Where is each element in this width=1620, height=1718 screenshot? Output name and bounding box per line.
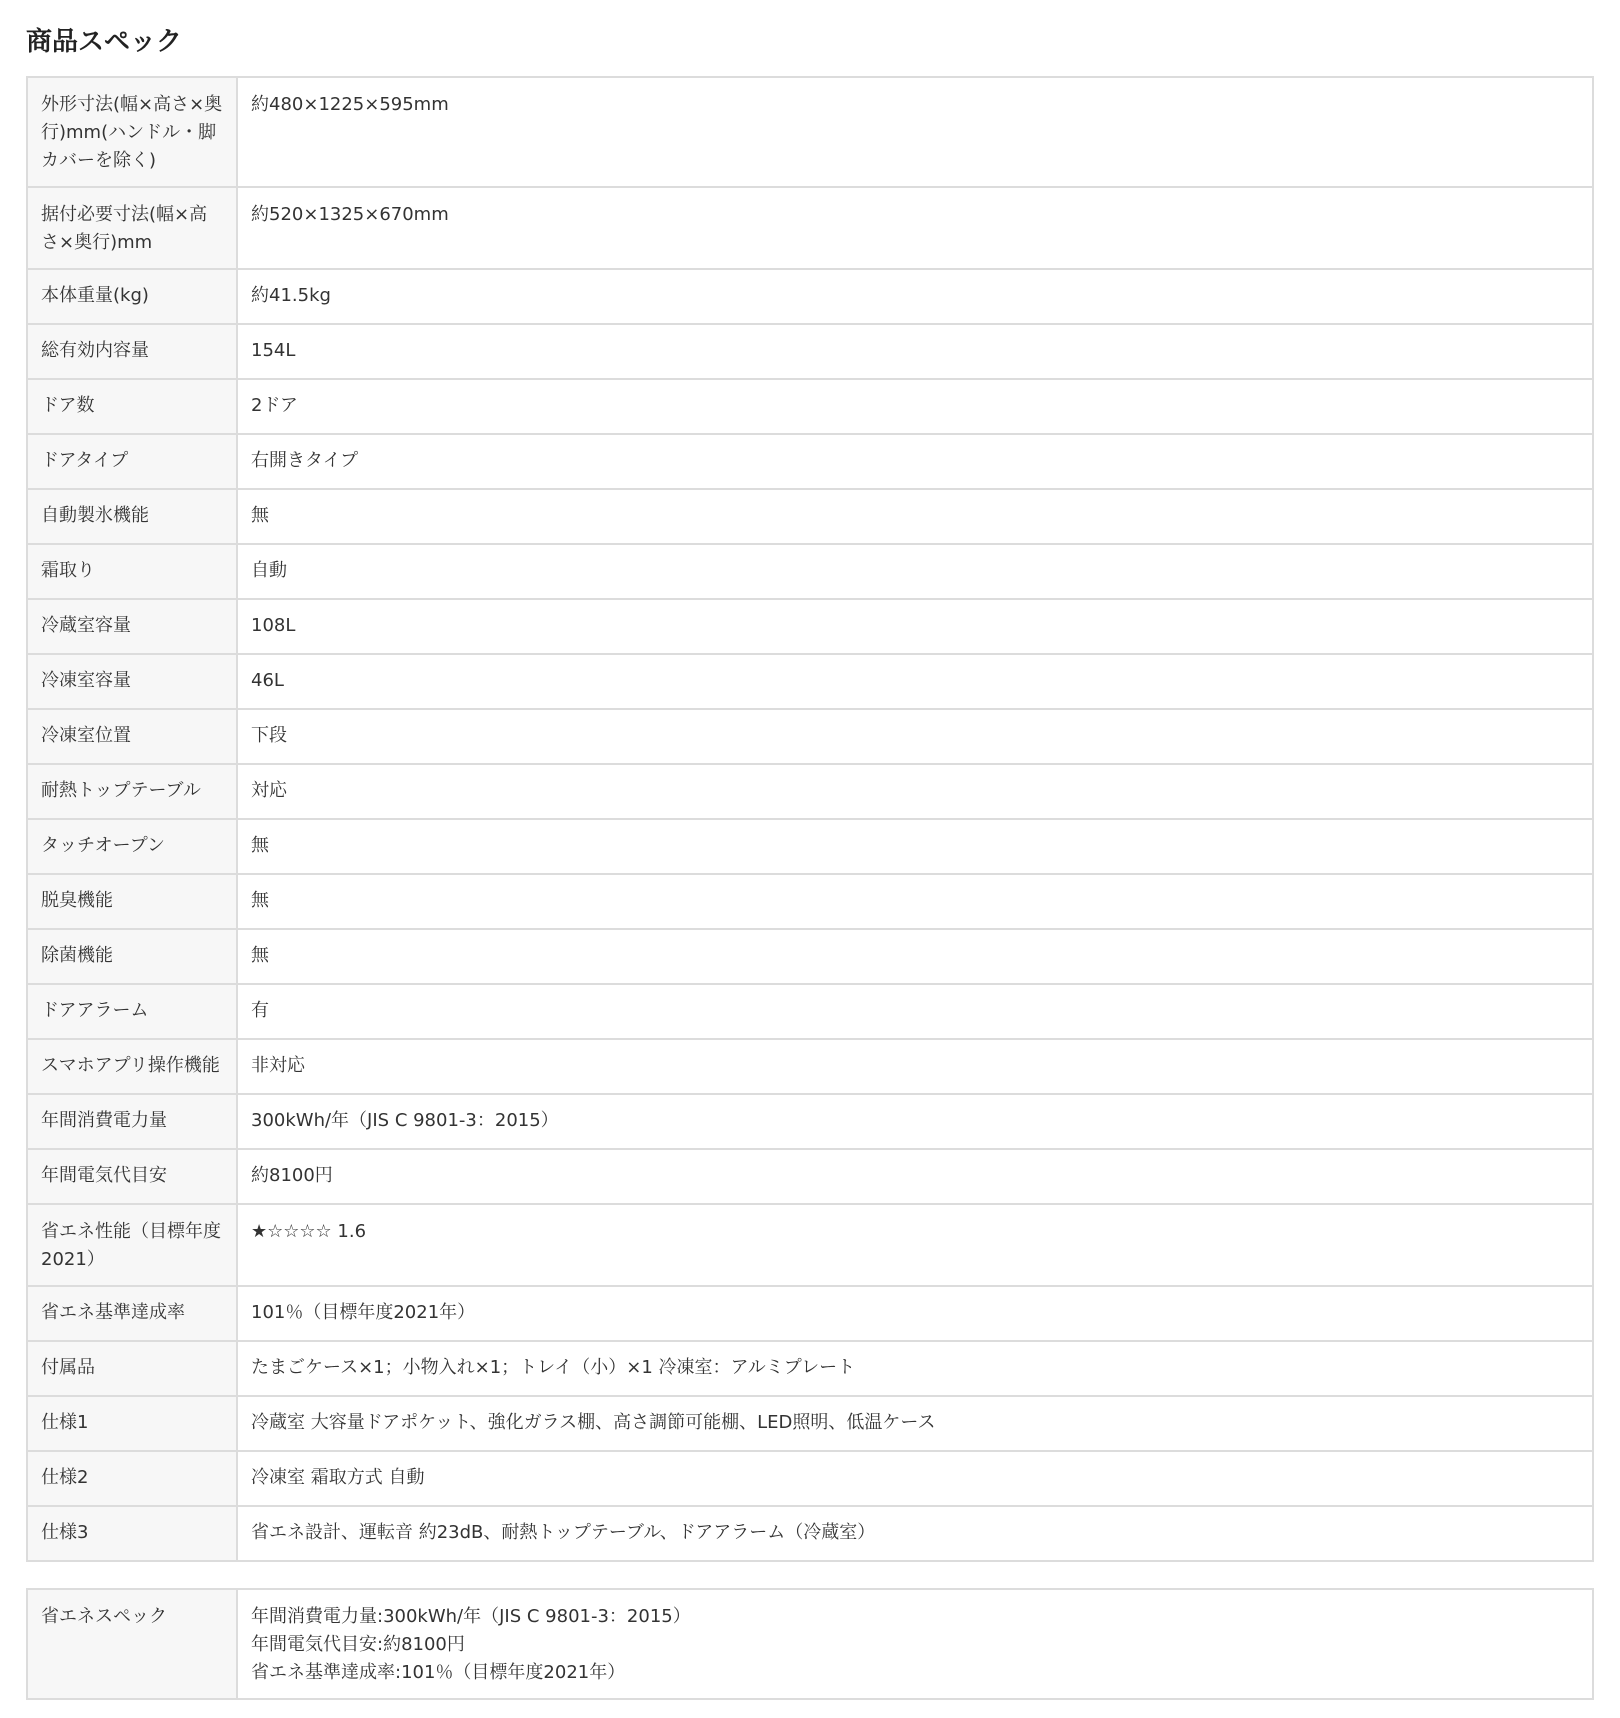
table-row <box>27 1506 1593 1561</box>
spec-value: 約480×1225×595mm <box>237 77 1593 187</box>
spec-value: 対応 <box>237 764 1593 819</box>
spec-value: 下段 <box>237 709 1593 764</box>
table-row <box>27 1589 1593 1699</box>
spec-label: スマホアプリ操作機能 <box>27 1039 237 1094</box>
spec-label: 脱臭機能 <box>27 874 237 929</box>
spec-value: 冷蔵室 大容量ドアポケット、強化ガラス棚、高さ調節可能棚、LED照明、低温ケース <box>237 1396 1593 1451</box>
table-row <box>27 654 1593 709</box>
spec-label: ドアタイプ <box>27 434 237 489</box>
spec-value: 46L <box>237 654 1593 709</box>
eco-spec-line: 省エネ基準達成率:101％（目標年度2021年） <box>251 1662 626 1683</box>
spec-label: 自動製氷機能 <box>27 489 237 544</box>
eco-spec-value <box>237 1589 1593 1699</box>
table-row <box>27 544 1593 599</box>
table-row <box>27 819 1593 874</box>
table-row <box>27 1286 1593 1341</box>
spec-label: 本体重量(kg) <box>27 269 237 324</box>
spec-label: 年間電気代目安 <box>27 1149 237 1204</box>
table-row <box>27 709 1593 764</box>
spec-label: 霜取り <box>27 544 237 599</box>
eco-spec-line: 年間電気代目安:約8100円 <box>251 1634 465 1655</box>
section-title: 商品スペック <box>26 27 183 57</box>
spec-value: 省エネ設計、運転音 約23dB、耐熱トップテーブル、ドアアラーム（冷蔵室） <box>237 1506 1593 1561</box>
spec-value: 冷凍室 霜取方式 自動 <box>237 1451 1593 1506</box>
spec-value: 101％（目標年度2021年） <box>237 1286 1593 1341</box>
spec-value: たまごケース×1；小物入れ×1；トレイ（小）×1 冷凍室：アルミプレート <box>237 1341 1593 1396</box>
spec-label: 耐熱トップテーブル <box>27 764 237 819</box>
spec-label: 冷蔵室容量 <box>27 599 237 654</box>
spec-label: 省エネ基準達成率 <box>27 1286 237 1341</box>
spec-table <box>26 76 1594 1562</box>
spec-label: ドア数 <box>27 379 237 434</box>
table-row <box>27 1204 1593 1286</box>
table-row <box>27 434 1593 489</box>
spec-label: 付属品 <box>27 1341 237 1396</box>
table-row <box>27 764 1593 819</box>
table-row <box>27 77 1593 187</box>
spec-value: 154L <box>237 324 1593 379</box>
table-row <box>27 929 1593 984</box>
table-row <box>27 489 1593 544</box>
spec-value: 約520×1325×670mm <box>237 187 1593 269</box>
table-row <box>27 269 1593 324</box>
spec-label: 除菌機能 <box>27 929 237 984</box>
table-row <box>27 1039 1593 1094</box>
spec-label: 仕様3 <box>27 1506 237 1561</box>
table-row <box>27 1094 1593 1149</box>
spec-value: 300kWh/年（JIS C 9801-3：2015） <box>237 1094 1593 1149</box>
eco-spec-table <box>26 1588 1594 1700</box>
spec-value: 右開きタイプ <box>237 434 1593 489</box>
spec-label: ドアアラーム <box>27 984 237 1039</box>
spec-value: 約8100円 <box>237 1149 1593 1204</box>
table-row <box>27 1341 1593 1396</box>
eco-spec-line: 年間消費電力量:300kWh/年（JIS C 9801-3：2015） <box>251 1606 691 1627</box>
spec-label: 冷凍室容量 <box>27 654 237 709</box>
energy-rating-value: ★☆☆☆☆ 1.6 <box>237 1204 1593 1286</box>
spec-label: タッチオープン <box>27 819 237 874</box>
table-row <box>27 324 1593 379</box>
spec-value: 無 <box>237 489 1593 544</box>
spec-value: 無 <box>237 819 1593 874</box>
table-row <box>27 379 1593 434</box>
table-row <box>27 599 1593 654</box>
spec-value: 自動 <box>237 544 1593 599</box>
spec-label: 据付必要寸法(幅×高さ×奥行)mm <box>27 187 237 269</box>
table-row <box>27 1451 1593 1506</box>
spec-label: 仕様1 <box>27 1396 237 1451</box>
spec-label: 総有効内容量 <box>27 324 237 379</box>
spec-label: 冷凍室位置 <box>27 709 237 764</box>
spec-value: 有 <box>237 984 1593 1039</box>
spec-value: 2ドア <box>237 379 1593 434</box>
spec-value: 無 <box>237 874 1593 929</box>
spec-label: 外形寸法(幅×高さ×奥行)mm(ハンドル・脚カバーを除く) <box>27 77 237 187</box>
table-row <box>27 1149 1593 1204</box>
spec-value: 約41.5kg <box>237 269 1593 324</box>
spec-value: 非対応 <box>237 1039 1593 1094</box>
eco-spec-label: 省エネスペック <box>27 1589 237 1699</box>
table-row <box>27 1396 1593 1451</box>
spec-value: 無 <box>237 929 1593 984</box>
spec-label: 省エネ性能（目標年度2021） <box>27 1204 237 1286</box>
table-row <box>27 874 1593 929</box>
table-row <box>27 187 1593 269</box>
spec-label: 仕様2 <box>27 1451 237 1506</box>
table-row <box>27 984 1593 1039</box>
spec-value: 108L <box>237 599 1593 654</box>
spec-label: 年間消費電力量 <box>27 1094 237 1149</box>
